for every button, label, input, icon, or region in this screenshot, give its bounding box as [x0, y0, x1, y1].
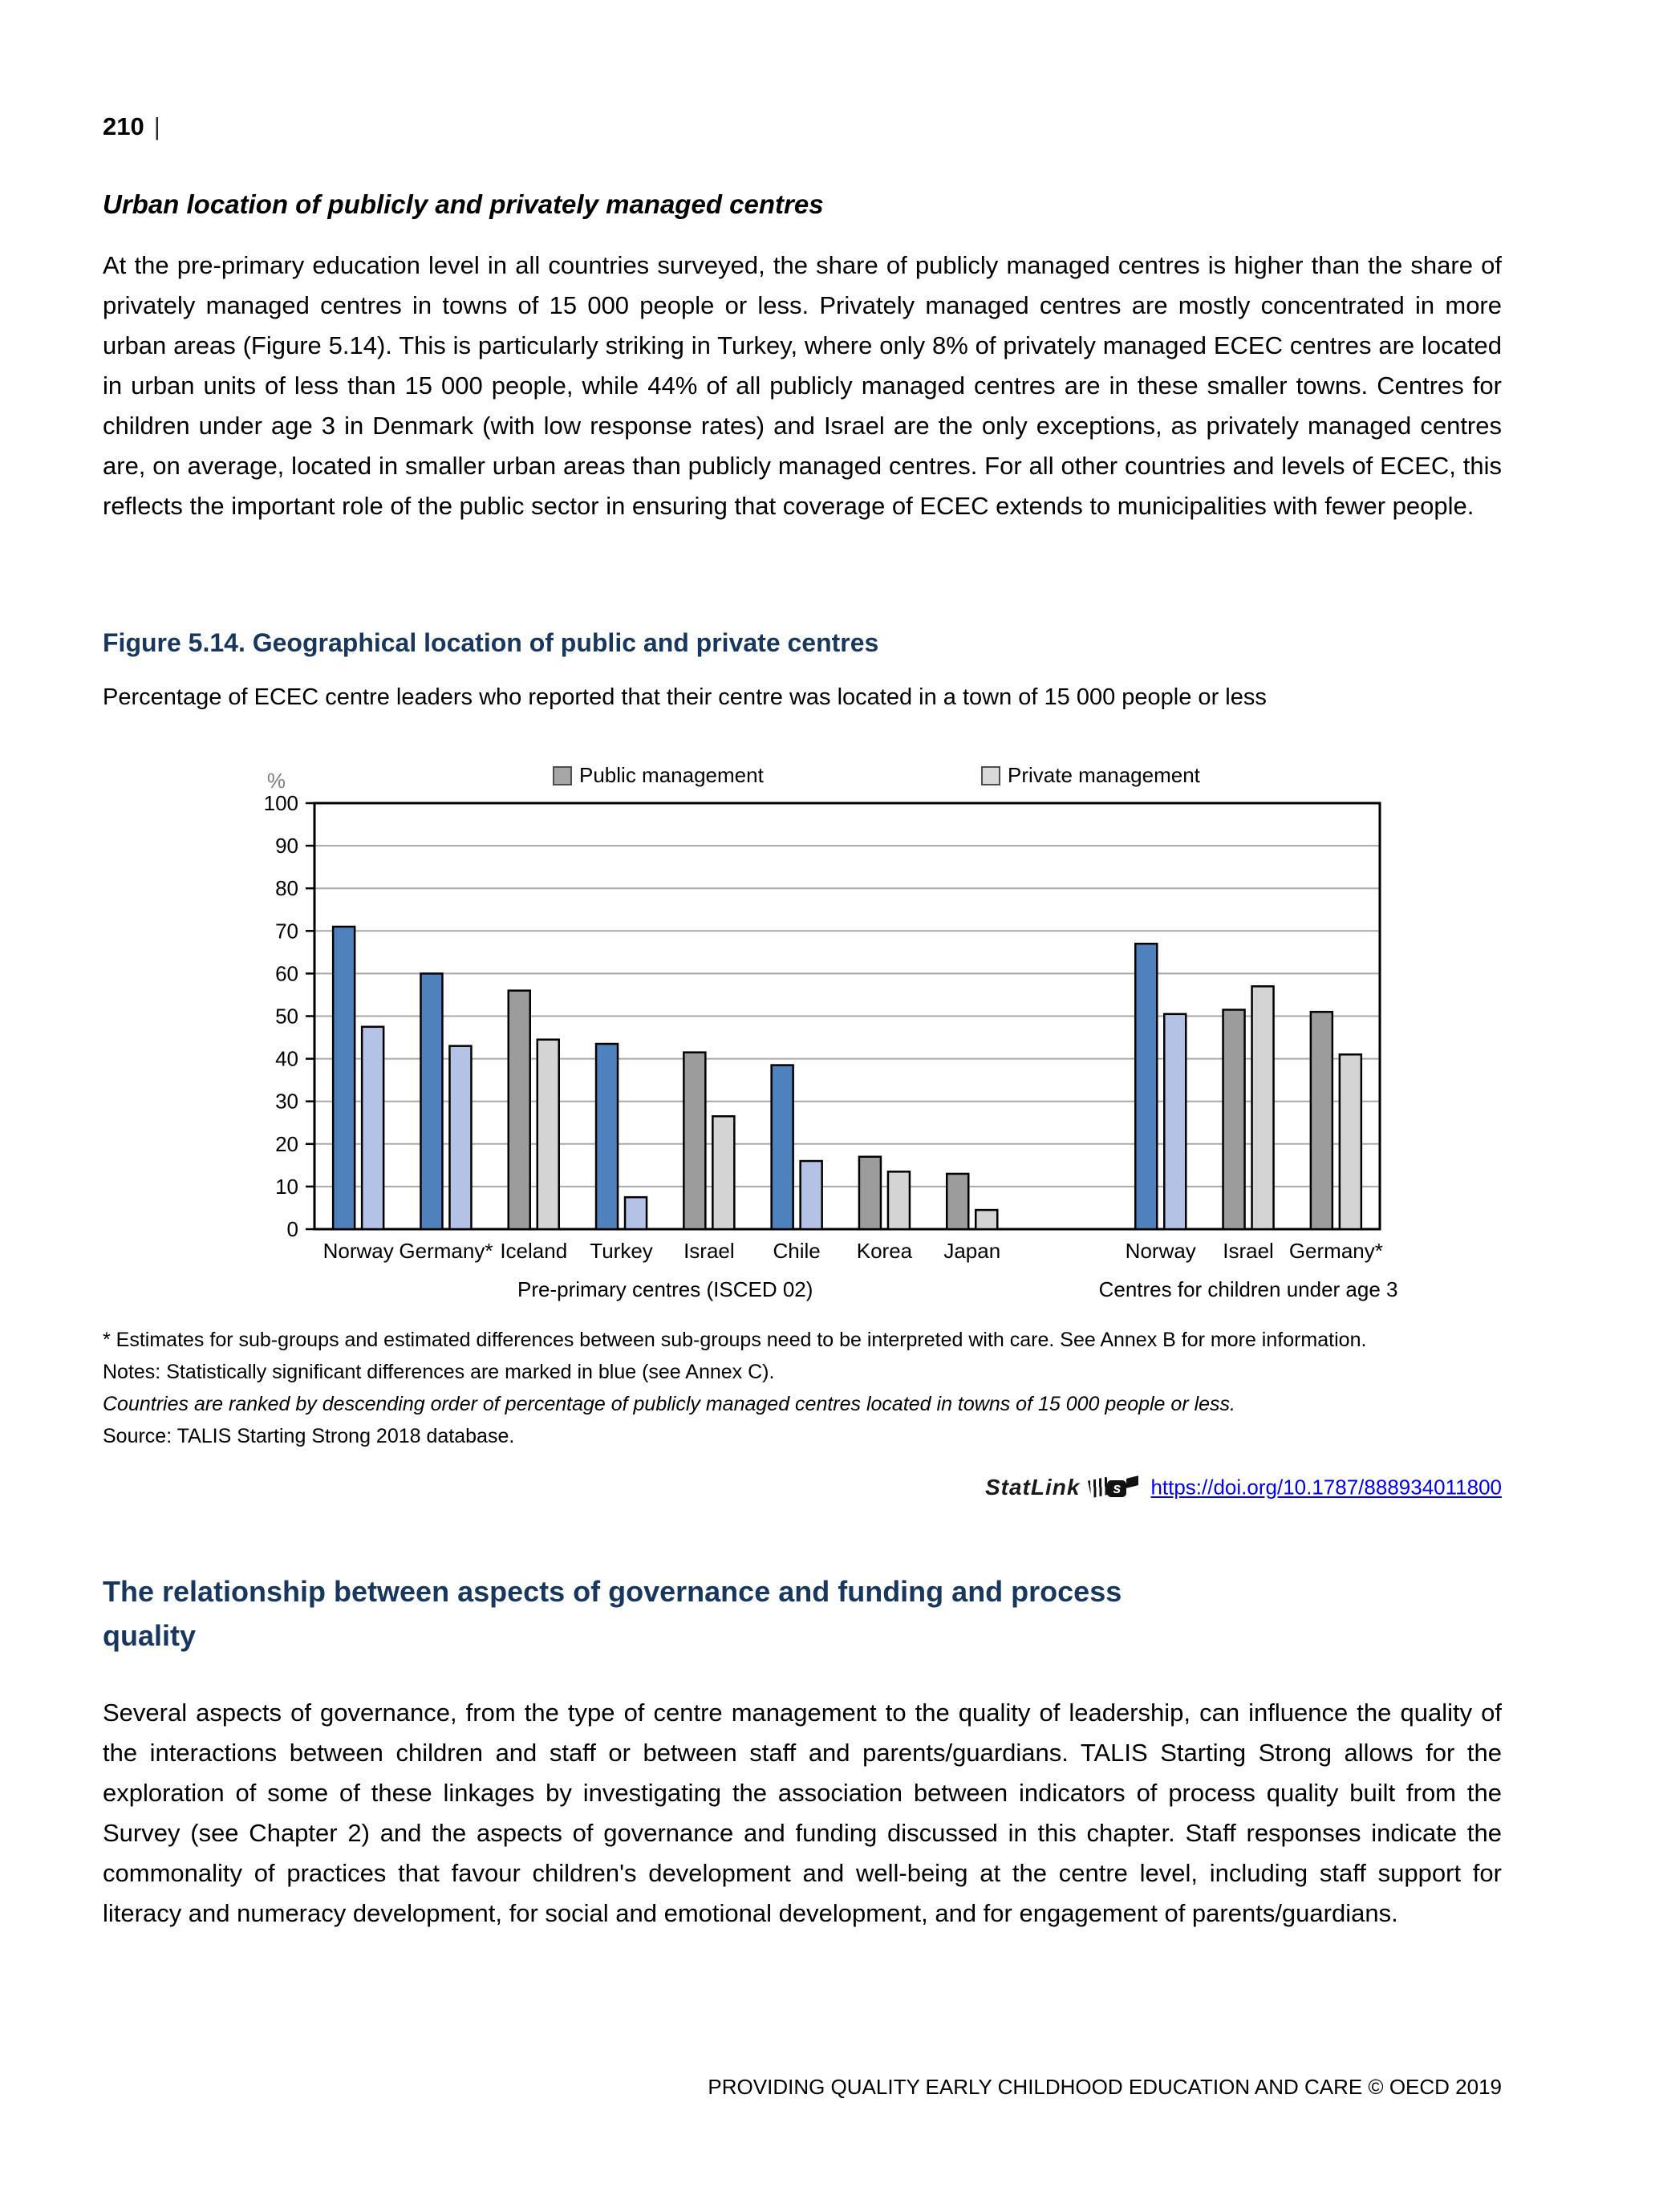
y-tick-label-80: 80: [275, 876, 298, 901]
y-tick-label-20: 20: [275, 1131, 298, 1156]
legend-label-privatemanagement: Private management: [1008, 763, 1200, 787]
bar-preprimary-korea-public: [859, 1157, 881, 1229]
bar-under3-israel-private: [1252, 986, 1274, 1229]
legend-label-publicmanagement: Public management: [579, 763, 764, 787]
y-tick-label-30: 30: [275, 1089, 298, 1114]
x-label-preprimary-korea: Korea: [856, 1239, 913, 1263]
group-label-preprimary: Pre-primary centres (ISCED 02): [517, 1277, 813, 1301]
x-label-preprimary-norway: Norway: [322, 1239, 394, 1263]
bar-preprimary-chile-private: [801, 1161, 822, 1229]
bar-preprimary-turkey-private: [625, 1197, 647, 1229]
legend-swatch-privatemanagement: [982, 767, 1000, 785]
legend-entry-publicmanagement: [554, 763, 765, 787]
x-label-preprimary-germany: Germany*: [399, 1239, 493, 1263]
statlink-s-badge-icon: s: [1107, 1480, 1126, 1497]
heading-governance-relationship: The relationship between aspects of governance and funding and process quality: [103, 1575, 1122, 1652]
chart-svg: [103, 753, 1502, 1324]
statlink-icon: [1089, 1475, 1139, 1500]
y-tick-label-100: 100: [263, 791, 298, 815]
y-axis-unit-label: %: [266, 769, 286, 793]
legend-entry-privatemanagement: [982, 763, 1201, 787]
bar-preprimary-japan-private: [976, 1210, 997, 1229]
y-tick-label-0: 0: [286, 1217, 298, 1241]
statlink-doi-link[interactable]: https://doi.org/10.1787/888934011800: [1150, 1475, 1502, 1500]
y-tick-label-50: 50: [275, 1004, 298, 1029]
group-label-under3: Centres for children under age 3: [1098, 1277, 1398, 1301]
y-tick-label-10: 10: [275, 1174, 298, 1199]
x-label-preprimary-iceland: Iceland: [500, 1239, 568, 1263]
y-tick-label-60: 60: [275, 961, 298, 986]
bar-preprimary-israel-public: [683, 1053, 705, 1229]
note-country-ranking: Countries are ranked by descending order of percentage of publicly managed centres located in towns of 15 000 people or less.: [103, 1393, 1235, 1415]
bar-preprimary-norway-private: [362, 1027, 383, 1229]
figure-5-14-bar-chart: [103, 753, 1502, 1324]
bar-under3-norway-public: [1135, 944, 1157, 1229]
bar-preprimary-iceland-public: [509, 991, 530, 1229]
page-number: 210: [103, 112, 144, 140]
bar-preprimary-iceland-private: [537, 1040, 559, 1229]
note-significance: Notes: Statistically significant differences are marked in blue (see Annex C).: [103, 1361, 775, 1383]
x-label-under3-israel: Israel: [1223, 1239, 1274, 1263]
bar-preprimary-norway-public: [333, 927, 355, 1229]
paragraph-governance-relationship: Several aspects of governance, from the type of centre management to the quality of leadership, can influence the quality of the interactions between children and staff or between staff and parents/guardians. TALIS Starting Strong allows for the exploration of some of these linkages by investigating the association between indicators of process quality built from the Survey (see Chapter 2) and the aspects of governance and funding discussed in this chapter. Staff responses indicate the commonality of practices that favour children's development and well-being at the centre level, including staff support for literacy and numeracy development, for social and emotional development, and for engagement of parents/guardians.: [103, 1699, 1502, 1927]
x-label-preprimary-chile: Chile: [773, 1239, 821, 1263]
bar-under3-germany-private: [1340, 1054, 1361, 1229]
page-header: [103, 112, 1502, 141]
page-footer: PROVIDING QUALITY EARLY CHILDHOOD EDUCATION AND CARE © OECD 2019: [708, 2075, 1502, 2099]
y-tick-label-90: 90: [275, 834, 298, 858]
bar-preprimary-japan-public: [947, 1174, 968, 1229]
bar-preprimary-korea-private: [888, 1171, 910, 1229]
note-source: Source: TALIS Starting Strong 2018 database.: [103, 1425, 515, 1447]
bar-preprimary-israel-private: [712, 1116, 734, 1229]
x-label-preprimary-japan: Japan: [943, 1239, 1001, 1263]
y-tick-label-40: 40: [275, 1046, 298, 1071]
paragraph-urban-location: At the pre-primary education level in all countries surveyed, the share of publicly managed centres is higher than the share of privately managed centres in towns of 15 000 people or less. Privately managed centres are mostly concentrated in more urban areas (Figure 5.14). This is particularly striking in Turkey, where only 8% of privately managed ECEC centres are located in urban units of less than 15 000 people, while 44% of all publicly managed centres are in these smaller towns. Centres for children under age 3 in Denmark (with low response rates) and Israel are the only exceptions, as privately managed centres are, on average, located in smaller urban areas than publicly managed centres. For all other countries and levels of ECEC, this reflects the important role of the public sector in ensuring that coverage of ECEC extends to municipalities with fewer people.: [103, 251, 1502, 520]
statlink-label: StatLink: [984, 1475, 1081, 1500]
page-number-separator: |: [153, 112, 160, 140]
y-tick-label-70: 70: [275, 919, 298, 944]
legend-swatch-publicmanagement: [554, 767, 571, 785]
bar-under3-norway-private: [1164, 1014, 1186, 1229]
statlink-flag-icon: [1126, 1475, 1138, 1488]
note-asterisk: * Estimates for sub-groups and estimated differences between sub-groups need to be interpreted with care. See Annex B for more information.: [103, 1329, 1367, 1351]
x-label-under3-norway: Norway: [1125, 1239, 1196, 1263]
x-label-preprimary-turkey: Turkey: [590, 1239, 653, 1263]
bar-preprimary-germany-private: [449, 1046, 471, 1229]
figure-notes: [103, 1324, 1502, 1452]
bar-preprimary-chile-public: [772, 1065, 793, 1229]
bar-preprimary-turkey-public: [596, 1044, 618, 1229]
bar-preprimary-germany-public: [420, 973, 442, 1229]
heading-urban-location: Urban location of publicly and privately managed centres: [103, 189, 824, 219]
statlink-row: [103, 1475, 1502, 1500]
x-label-under3-germany: Germany*: [1288, 1239, 1383, 1263]
bar-under3-israel-public: [1223, 1010, 1245, 1229]
bar-under3-germany-public: [1311, 1012, 1332, 1229]
figure-subtitle: Percentage of ECEC centre leaders who reported that their centre was located in a town of 15 000 people or less: [103, 684, 1267, 710]
figure-title: Figure 5.14. Geographical location of public and private centres: [103, 628, 879, 657]
x-label-preprimary-israel: Israel: [683, 1239, 735, 1263]
